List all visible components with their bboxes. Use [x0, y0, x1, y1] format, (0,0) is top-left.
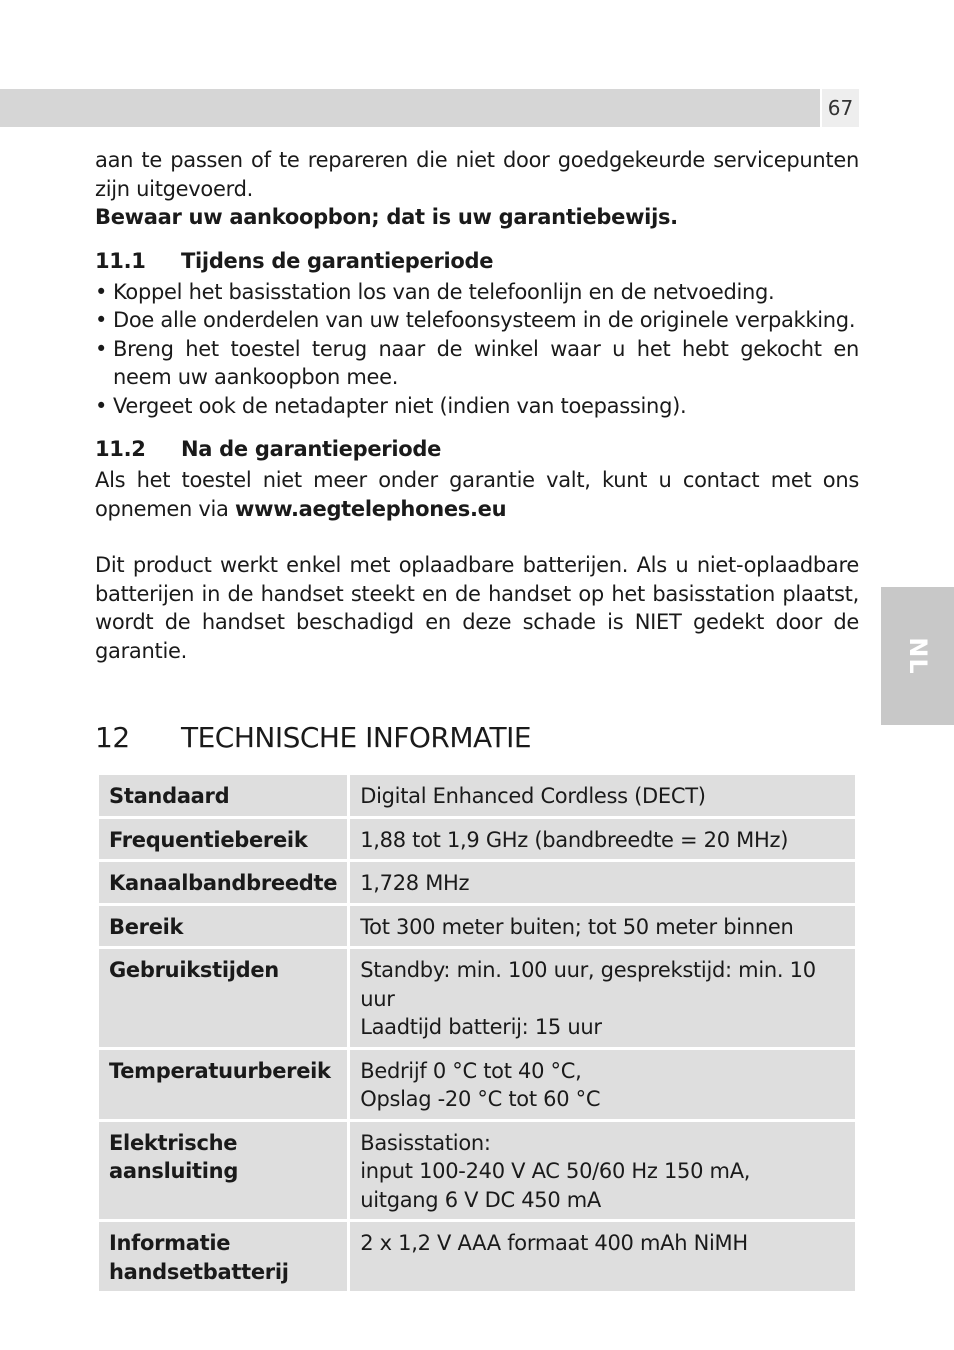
spec-value: 1,88 tot 1,9 GHz (bandbreedte = 20 MHz)	[350, 819, 855, 860]
spec-label: Elektrische aansluiting	[99, 1122, 347, 1220]
warranty-steps-list	[95, 278, 859, 421]
section-11-2-number: 11.2	[95, 437, 146, 461]
section-11-2-title: Na de garantieperiode	[181, 437, 442, 461]
spec-label: Frequentiebereik	[99, 819, 347, 860]
after-warranty-text	[95, 466, 859, 523]
paragraph-gap	[95, 523, 859, 551]
table-row	[99, 1050, 855, 1119]
section-12-title: TECHNISCHE INFORMATIE	[181, 721, 532, 754]
table-row	[99, 819, 855, 860]
table-row	[99, 906, 855, 947]
section-12-number: 12	[95, 721, 130, 754]
spec-value: Bedrijf 0 °C tot 40 °C, Opslag -20 °C tot 60 °C	[350, 1050, 855, 1119]
table-row	[99, 949, 855, 1047]
spec-label: Standaard	[99, 775, 347, 816]
list-item: • Doe alle onderdelen van uw telefoonsysteem in de originele verpakking.	[95, 306, 859, 335]
language-tab	[881, 587, 954, 725]
section-11-1-number: 11.1	[95, 248, 146, 273]
language-tab-label: NL	[903, 637, 932, 675]
header-bar	[0, 89, 820, 127]
table-row	[99, 1122, 855, 1220]
page-number: 67	[822, 89, 859, 127]
spec-value: Standby: min. 100 uur, gesprekstijd: min. 10 uur Laadtijd batterij: 15 uur	[350, 949, 855, 1047]
after-warranty-sentence: Als het toestel niet meer onder garantie valt, kunt u contact met ons opnemen via	[95, 468, 859, 521]
spec-label: Kanaalbandbreedte	[99, 862, 347, 903]
list-item: • Koppel het basisstation los van de telefoonlijn en de netvoeding.	[95, 278, 859, 307]
section-12-heading	[95, 718, 531, 758]
section-11-1-heading	[95, 247, 859, 275]
spec-label: Informatie handsetbatterij	[99, 1222, 347, 1291]
page-content	[95, 146, 859, 665]
table-row	[99, 775, 855, 816]
section-11-1-title: Tijdens de garantieperiode	[181, 248, 494, 273]
website-link[interactable]: www.aegtelephones.eu	[235, 496, 507, 521]
list-item: • Breng het toestel terug naar de winkel waar u het hebt gekocht en neem uw aankoopbon mee.	[95, 335, 859, 392]
spec-label: Gebruikstijden	[99, 949, 347, 1047]
battery-warning: Dit product werkt enkel met oplaadbare batterijen. Als u niet-oplaadbare batterijen in de handset steekt en de handset op het basisstation plaatst, wordt de handset beschadigd en deze schade is NIET gedekt door de garantie.	[95, 553, 859, 663]
spec-label: Bereik	[99, 906, 347, 947]
spec-label: Temperatuurbereik	[99, 1050, 347, 1119]
receipt-note: Bewaar uw aankoopbon; dat is uw garantiebewijs.	[95, 205, 678, 229]
section-11-2-heading	[95, 435, 859, 463]
spec-value: Tot 300 meter buiten; tot 50 meter binnen	[350, 906, 855, 947]
spec-value: Digital Enhanced Cordless (DECT)	[350, 775, 855, 816]
table-row	[99, 862, 855, 903]
intro-text: aan te passen of te repareren die niet door goedgekeurde servicepunten zijn uitgevoerd.	[95, 148, 859, 201]
table-row	[99, 1222, 855, 1291]
spec-value: Basisstation: input 100-240 V AC 50/60 Hz 150 mA, uitgang 6 V DC 450 mA	[350, 1122, 855, 1220]
technical-specs-table	[96, 772, 858, 1294]
spec-value: 1,728 MHz	[350, 862, 855, 903]
list-item: • Vergeet ook de netadapter niet (indien van toepassing).	[95, 392, 859, 421]
spec-value: 2 x 1,2 V AAA formaat 400 mAh NiMH	[350, 1222, 855, 1291]
